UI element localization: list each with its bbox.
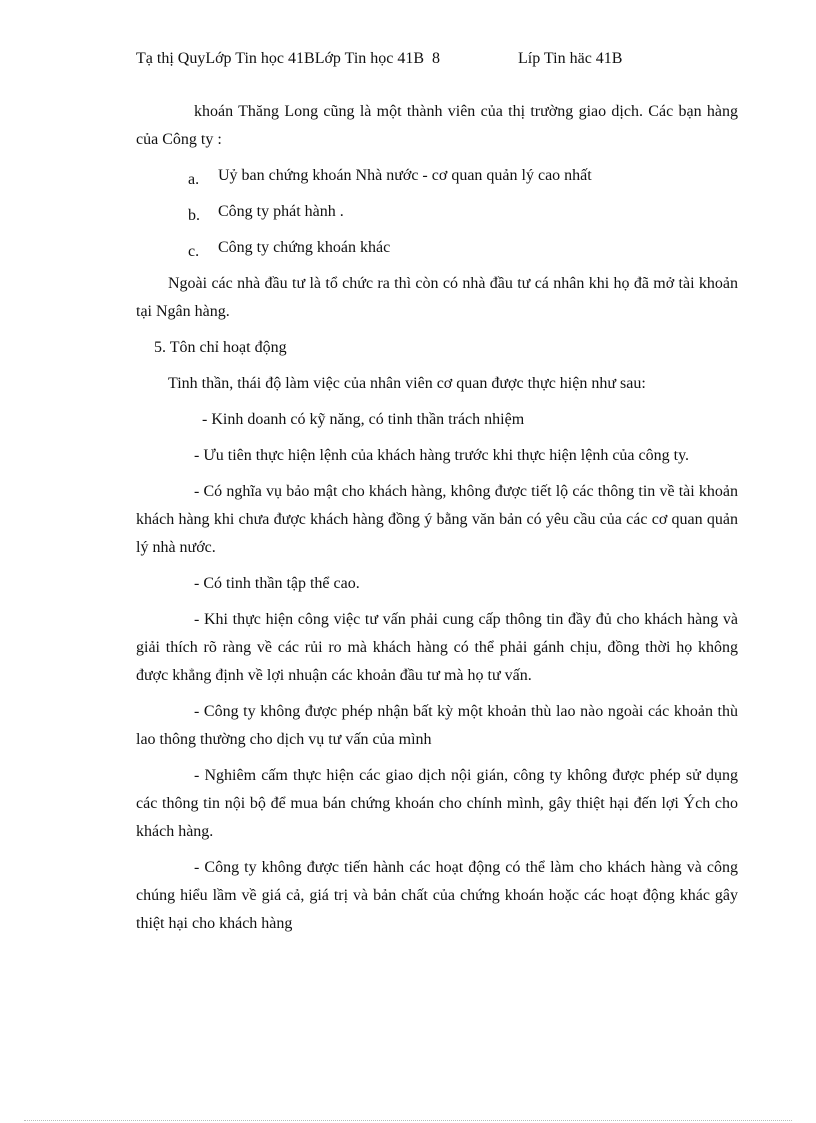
principle-item: - Công ty không được tiến hành các hoạt động có thể làm cho khách hàng và công chúng hiểu lầm về giá cả, giá trị và bản chất của chứng khoán hoặc các hoạt động khác gây thiệt hại cho khách hàng xyxy=(136,859,738,932)
paragraph-investors: Ngoài các nhà đầu tư là tổ chức ra thì còn có nhà đầu tư cá nhân khi họ đã mở tài khoản tại Ngân hàng. xyxy=(136,275,738,320)
list-item xyxy=(136,234,738,262)
section-heading: 5. Tôn chỉ hoạt động xyxy=(154,339,287,356)
paragraph-work-attitude: Tinh thần, thái độ làm việc của nhân viên cơ quan được thực hiện như sau: xyxy=(168,375,646,392)
header-right-text: Líp Tin häc 41B xyxy=(518,50,623,67)
page-bottom-divider xyxy=(24,1120,792,1121)
list-item xyxy=(136,162,738,190)
principle-item: - Có nghĩa vụ bảo mật cho khách hàng, không được tiết lộ các thông tin về tài khoản khách hàng khi chưa được khách hàng đồng ý bằng văn bản có yêu cầu của các cơ quan quản lý nhà nước. xyxy=(136,483,738,556)
list-marker: c. xyxy=(188,243,200,260)
list-item-text: Công ty phát hành . xyxy=(218,203,344,220)
list-marker: a. xyxy=(188,171,200,188)
list-item-text: Uỷ ban chứng khoán Nhà nước - cơ quan quản lý cao nhất xyxy=(218,167,592,184)
principle-item: - Nghiêm cấm thực hiện các giao dịch nội gián, công ty không được phép sử dụng các thông tin nội bộ để mua bán chứng khoán cho chính mình, gây thiệt hại đến lợi Ých cho khách hàng. xyxy=(136,767,738,840)
principle-item: - Kinh doanh có kỹ năng, có tinh thần trách nhiệm xyxy=(202,411,525,428)
header-left-text: Tạ thị QuyLớp Tin học 41BLớp Tin học 41B xyxy=(136,50,425,67)
page-number: 8 xyxy=(432,50,440,67)
principle-item: - Có tinh thần tập thể cao. xyxy=(194,575,360,592)
list-marker: b. xyxy=(188,207,200,224)
partners-list xyxy=(136,162,738,262)
principle-item: - Ưu tiên thực hiện lệnh của khách hàng trước khi thực hiện lệnh của công ty. xyxy=(194,447,690,464)
document-body xyxy=(136,98,738,946)
paragraph-partners-intro: khoán Thăng Long cũng là một thành viên của thị trường giao dịch. Các bạn hàng của Công ty : xyxy=(136,103,738,148)
principle-item: - Khi thực hiện công việc tư vấn phải cung cấp thông tin đầy đủ cho khách hàng và giải thích rõ ràng về các rủi ro mà khách hàng có thể phải gánh chịu, đồng thời họ không được khẳng định về lợi nhuận các khoản đầu tư mà họ tư vấn. xyxy=(136,611,738,684)
list-item xyxy=(136,198,738,226)
principle-item: - Công ty không được phép nhận bất kỳ một khoản thù lao nào ngoài các khoản thù lao thông thường cho dịch vụ tư vấn của mình xyxy=(136,703,738,748)
list-item-text: Công ty chứng khoán khác xyxy=(218,239,391,256)
page-header xyxy=(136,50,736,72)
